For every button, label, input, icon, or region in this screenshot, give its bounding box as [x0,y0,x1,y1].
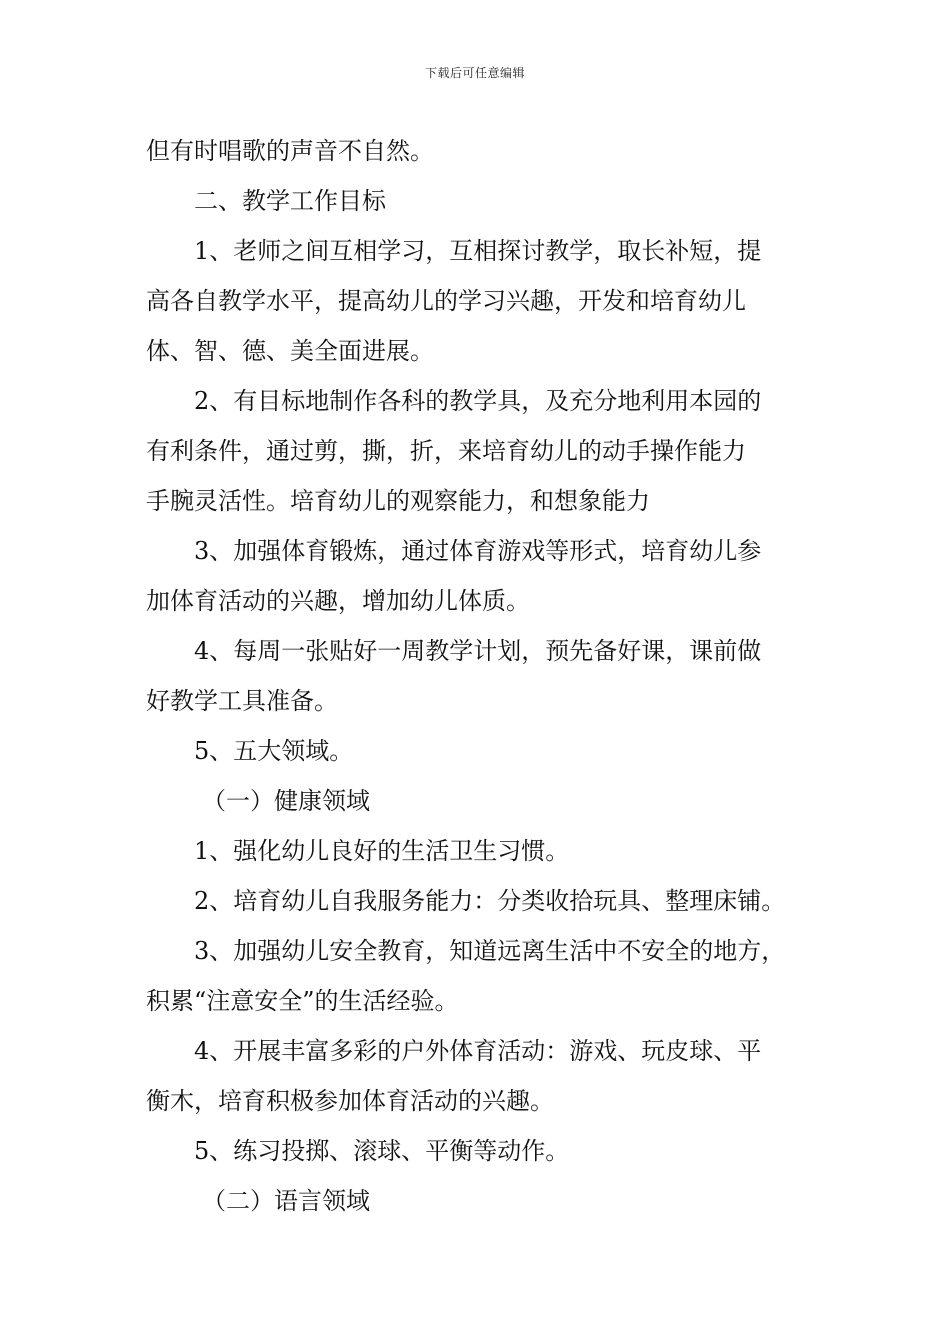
paragraph-line: 5、练习投掷、滚球、平衡等动作。 [194,1137,570,1165]
paragraph-line: 好教学工具准备。 [146,687,338,715]
page-header: 下载后可任意编辑 [424,66,525,80]
paragraph-line: 积累“注意安全”的生活经验。 [146,987,459,1015]
paragraph-line: 体、智、德、美全面进展。 [146,337,434,365]
paragraph-line: 1、强化幼儿良好的生活卫生习惯。 [194,837,570,865]
paragraph-line: 2、培育幼儿自我服务能力：分类收拾玩具、整理床铺。 [194,887,786,915]
paragraph-line: 3、加强幼儿安全教育，知道远离生活中不安全的地方， [194,937,786,965]
paragraph-line: 4、开展丰富多彩的户外体育活动：游戏、玩皮球、平 [194,1037,762,1065]
paragraph-line: 5、五大领域。 [194,737,354,765]
paragraph-line: 手腕灵活性。培育幼儿的观察能力，和想象能力 [146,487,650,515]
paragraph-line: 4、每周一张贴好一周教学计划，预先备好课，课前做 [194,637,762,665]
paragraph-line: 加体育活动的兴趣，增加幼儿体质。 [146,587,530,615]
paragraph-line: 2、有目标地制作各科的教学具，及充分地利用本园的 [194,387,762,415]
paragraph-line: 高各自教学水平，提高幼儿的学习兴趣，开发和培育幼儿 [146,287,746,315]
section-heading: 二、教学工作目标 [194,187,386,215]
subsection-heading: （一）健康领域 [202,787,370,815]
paragraph-line: 衡木，培育积极参加体育活动的兴趣。 [146,1087,554,1115]
paragraph-line: 有利条件，通过剪，撕，折，来培育幼儿的动手操作能力 [146,437,746,465]
document-body [146,126,846,1226]
paragraph-line: 1、老师之间互相学习，互相探讨教学，取长补短，提 [194,237,762,265]
paragraph-line: 但有时唱歌的声音不自然。 [146,137,434,165]
paragraph-line: 3、加强体育锻炼，通过体育游戏等形式，培育幼儿参 [194,537,762,565]
subsection-heading: （二）语言领域 [202,1187,370,1215]
